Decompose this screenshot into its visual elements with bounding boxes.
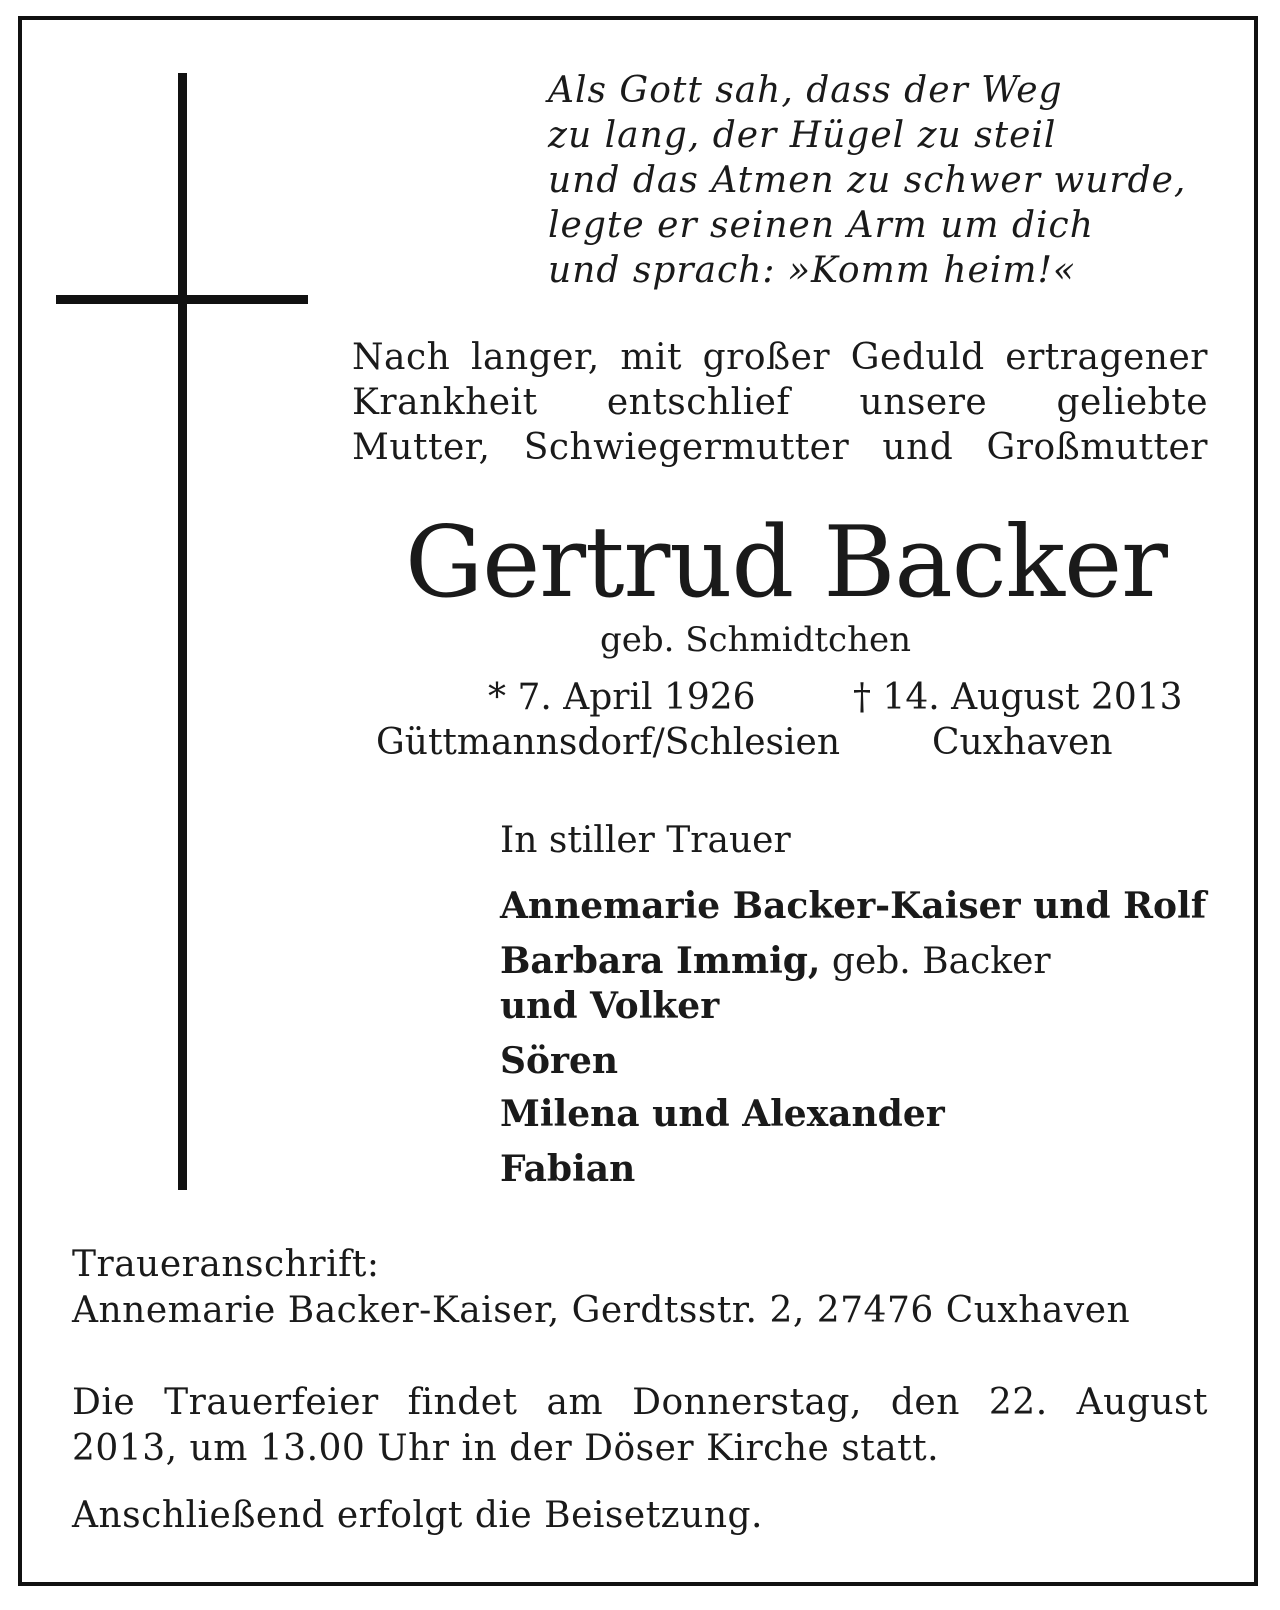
address-label: Traueranschrift: (72, 1244, 380, 1285)
address-block (72, 1242, 1130, 1334)
poem (548, 68, 1186, 293)
intro-line: Nach langer, mit großer Geduld ertragener (352, 337, 1208, 378)
death-date: † 14. August 2013 (853, 677, 1183, 718)
poem-line: zu lang, der Hügel zu steil (548, 115, 1057, 156)
death-place: Cuxhaven (932, 722, 1113, 763)
ceremony-line: Die Trauerfeier findet am Donnerstag, den 22. August (72, 1382, 1208, 1423)
family-member: Milena und Alexander (500, 1093, 945, 1135)
maiden-name: geb. Schmidtchen (600, 620, 911, 660)
birth-date: * 7. April 1926 (488, 677, 756, 718)
intro-line: Mutter, Schwiegermutter und Großmutter (352, 427, 1208, 468)
family-member (500, 940, 1051, 982)
poem-line: Als Gott sah, dass der Weg (548, 70, 1063, 111)
family-member-maiden: geb. Backer (820, 941, 1051, 982)
poem-line: und sprach: »Komm heim!« (548, 250, 1076, 291)
poem-line: legte er seinen Arm um dich (548, 205, 1094, 246)
ceremony-block (72, 1380, 1208, 1472)
deceased-name: Gertrud Backer (405, 506, 1167, 620)
family-member: und Volker (500, 985, 720, 1027)
burial-note: Anschließend erfolgt die Beisetzung. (72, 1495, 763, 1536)
family-member: Fabian (500, 1148, 636, 1190)
family-member-name: Barbara Immig, (500, 940, 821, 982)
address-value: Annemarie Backer-Kaiser, Gerdtsstr. 2, 27476 Cuxhaven (72, 1290, 1131, 1331)
family-member: Sören (500, 1040, 619, 1082)
cross-icon-horizontal-beam (56, 295, 308, 304)
mourning-label: In stiller Trauer (500, 820, 791, 861)
intro-text (352, 335, 1208, 470)
poem-line: und das Atmen zu schwer wurde, (548, 160, 1187, 201)
family-member: Annemarie Backer-Kaiser und Rolf (500, 885, 1207, 927)
birth-place: Güttmannsdorf/Schlesien (376, 722, 841, 763)
cross-icon-vertical-beam (178, 73, 187, 1190)
ceremony-line: 2013, um 13.00 Uhr in der Döser Kirche statt. (72, 1428, 940, 1469)
intro-line: Krankheit entschlief unsere geliebte (352, 382, 1208, 423)
